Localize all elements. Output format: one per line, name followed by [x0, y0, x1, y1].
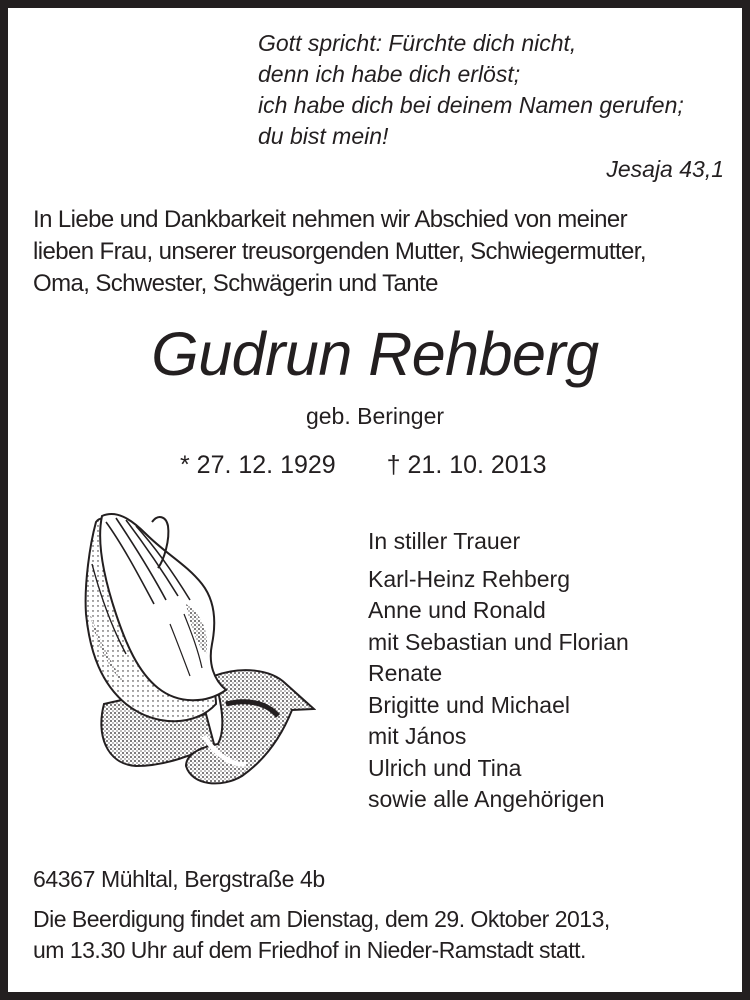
deceased-name: Gudrun Rehberg — [151, 320, 599, 388]
mourner-entry: mit Sebastian und Florian — [368, 628, 629, 655]
verse-line: ich habe dich bei deinem Namen gerufen; — [258, 92, 684, 118]
birth-date: * 27. 12. 1929 — [180, 451, 336, 479]
mourner-entry: sowie alle Angehörigen — [368, 786, 605, 812]
bible-verse — [258, 28, 724, 185]
intro-line: In Liebe und Dankbarkeit nehmen wir Abschied von meiner — [33, 206, 628, 233]
maiden-name: geb. Beringer — [305, 403, 445, 429]
mourner-entry: Renate — [368, 660, 443, 686]
life-dates — [180, 448, 547, 482]
funeral-line: Die Beerdigung findet am Dienstag, dem 29. Oktober 2013, — [33, 906, 610, 932]
funeral-line: um 13.30 Uhr auf dem Friedhof in Nieder-Ramstadt statt. — [33, 937, 586, 963]
verse-line: denn ich habe dich erlöst; — [258, 61, 521, 87]
mourner-entry: Brigitte und Michael — [368, 691, 570, 718]
mourner-entry: Ulrich und Tina — [368, 754, 522, 781]
mourner-entry: Anne und Ronald — [368, 597, 546, 623]
farewell-intro — [33, 204, 733, 300]
obituary-notice — [8, 8, 742, 992]
verse-reference: Jesaja 43,1 — [606, 156, 724, 182]
mourners-list — [368, 526, 629, 816]
intro-line: lieben Frau, unserer treusorgenden Mutter, Schwiegermutter, — [33, 238, 646, 265]
verse-line: Gott spricht: Fürchte dich nicht, — [258, 30, 577, 56]
family-address: 64367 Mühltal, Bergstraße 4b — [33, 866, 325, 892]
mourner-entry: Karl-Heinz Rehberg — [368, 565, 570, 592]
funeral-info — [33, 904, 610, 966]
verse-line: du bist mein! — [258, 123, 389, 149]
death-date: † 21. 10. 2013 — [386, 451, 547, 479]
praying-hands-icon — [66, 504, 316, 794]
mourners-heading: In stiller Trauer — [368, 528, 521, 554]
mourner-entry: mit János — [368, 723, 467, 749]
intro-line: Oma, Schwester, Schwägerin und Tante — [33, 270, 438, 297]
